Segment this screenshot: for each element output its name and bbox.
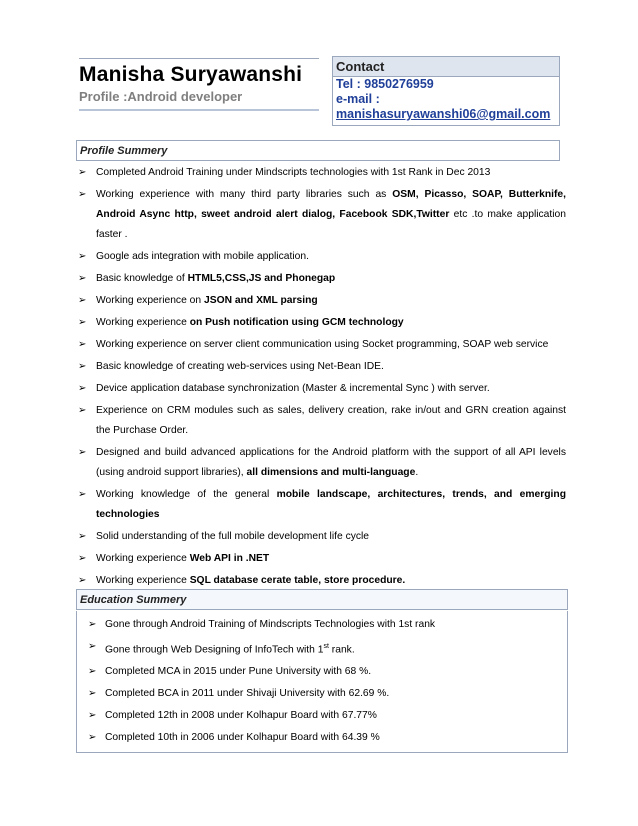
list-item: [88, 665, 558, 679]
contact-email-link[interactable]: manishasuryawanshi06@gmail.com: [336, 107, 551, 121]
list-item: [78, 485, 566, 525]
list-item: [78, 269, 566, 289]
list-item-text: JSON and XML parsing: [204, 295, 318, 306]
bullet-arrow-icon: ➢: [78, 405, 87, 416]
list-item: [78, 443, 566, 483]
list-item-text: SQL database cerate table, store procedure.: [189, 575, 406, 586]
list-item-text: etc .to make application faster .: [96, 209, 566, 240]
bullet-arrow-icon: ➢: [78, 251, 87, 262]
list-item-text: Experience on CRM modules such as sales, delivery creation, rake in/out and GRN creation against the Purchase Order.: [96, 405, 566, 436]
education-summary-list: [88, 618, 558, 753]
bullet-arrow-icon: ➢: [78, 383, 87, 394]
list-item-text: all dimensions and multi-language: [246, 467, 416, 478]
bullet-arrow-icon: ➢: [88, 641, 97, 652]
list-item: [78, 549, 566, 569]
list-item-text: Working experience: [96, 317, 190, 328]
list-item: [88, 618, 558, 632]
list-item-text: st: [323, 643, 329, 650]
bullet-arrow-icon: ➢: [78, 273, 87, 284]
list-item-text: Completed Android Training under Mindscripts technologies with 1st Rank in Dec 2013: [96, 167, 491, 178]
list-item-text: Working experience with many third party libraries such as: [96, 189, 393, 200]
list-item-text: HTML5,CSS,JS and Phonegap: [187, 273, 336, 284]
list-item: [78, 313, 566, 333]
list-item-text: Google ads integration with mobile application.: [96, 251, 309, 262]
list-item-text: on Push notification using GCM technology: [189, 317, 404, 328]
list-item-text: Gone through Android Training of Mindscripts Technologies with 1st rank: [105, 619, 436, 630]
list-item-text: mobile landscape, architectures, trends, and emerging technologies: [96, 489, 566, 520]
list-item: [78, 527, 566, 547]
contact-email-label: e-mail :: [336, 92, 380, 106]
list-item: [88, 709, 558, 723]
contact-phone: Tel : 9850276959: [336, 77, 434, 91]
contact-heading: Contact: [333, 57, 559, 77]
list-item-text: Completed BCA in 2011 under Shivaji University with 62.69 %.: [105, 688, 390, 700]
bullet-arrow-icon: ➢: [78, 317, 87, 328]
education-summary-heading: Education Summery: [76, 589, 568, 610]
list-item: [78, 401, 566, 441]
list-item-text: Solid understanding of the full mobile development life cycle: [96, 531, 370, 542]
list-item: [78, 163, 566, 183]
list-item: [88, 640, 558, 657]
list-item: [78, 357, 566, 377]
list-item: [88, 687, 558, 701]
list-item-text: Working experience: [96, 553, 190, 564]
bullet-arrow-icon: ➢: [78, 489, 87, 500]
list-item-text: Working experience: [96, 575, 190, 586]
list-item-text: Basic knowledge of creating web-services using Net-Bean IDE.: [96, 361, 384, 372]
bullet-arrow-icon: ➢: [78, 189, 87, 200]
list-item: [78, 291, 566, 311]
list-item-text: Device application database synchronization (Master & incremental Sync ) with server.: [96, 383, 490, 394]
bullet-arrow-icon: ➢: [88, 732, 97, 744]
list-item: [78, 335, 566, 355]
bullet-arrow-icon: ➢: [78, 531, 87, 542]
list-item-text: Completed 10th in 2006 under Kolhapur Board with 64.39 %: [105, 732, 380, 744]
bullet-arrow-icon: ➢: [78, 361, 87, 372]
list-item-text: Designed and build advanced applications for the Android platform with the support of all API levels (using android support libraries),: [96, 447, 566, 478]
bullet-arrow-icon: ➢: [78, 339, 87, 350]
list-item-text: Working experience on: [96, 295, 204, 306]
bullet-arrow-icon: ➢: [78, 575, 87, 586]
list-item: [78, 185, 566, 245]
bullet-arrow-icon: ➢: [88, 666, 97, 678]
list-item-text: rank.: [328, 644, 355, 656]
bullet-arrow-icon: ➢: [88, 619, 97, 630]
list-item: [78, 247, 566, 267]
list-item-text: Completed MCA in 2015 under Pune University with 68 %.: [105, 666, 372, 678]
list-item-text: Completed 12th in 2008 under Kolhapur Board with 67.77%: [105, 710, 377, 722]
bullet-arrow-icon: ➢: [78, 447, 87, 458]
list-item-text: Basic knowledge of: [96, 273, 188, 284]
list-item: [78, 571, 566, 591]
bullet-arrow-icon: ➢: [78, 553, 87, 564]
profile-summary-heading: Profile Summery: [76, 140, 560, 161]
list-item: [88, 731, 558, 745]
list-item-text: Web API in .NET: [189, 553, 270, 564]
list-item-text: Working experience on server client communication using Socket programming, SOAP web service: [96, 339, 549, 350]
list-item-text: .: [415, 467, 419, 478]
candidate-name: Manisha Suryawanshi: [79, 58, 319, 87]
list-item: [78, 379, 566, 399]
list-item-text: Working knowledge of the general: [96, 489, 277, 500]
bullet-arrow-icon: ➢: [88, 710, 97, 722]
candidate-role: Profile :Android developer: [79, 89, 319, 111]
profile-summary-list: [78, 163, 566, 593]
bullet-arrow-icon: ➢: [88, 688, 97, 700]
bullet-arrow-icon: ➢: [78, 295, 87, 306]
list-item-text: Gone through Web Designing of InfoTech with 1: [105, 644, 324, 656]
list-item-text: OSM, Picasso, SOAP, Butterknife, Android Async http, sweet android alert dialog, Facebook SDK,Twitter: [96, 189, 566, 220]
bullet-arrow-icon: ➢: [78, 167, 87, 178]
contact-box: [332, 56, 560, 126]
